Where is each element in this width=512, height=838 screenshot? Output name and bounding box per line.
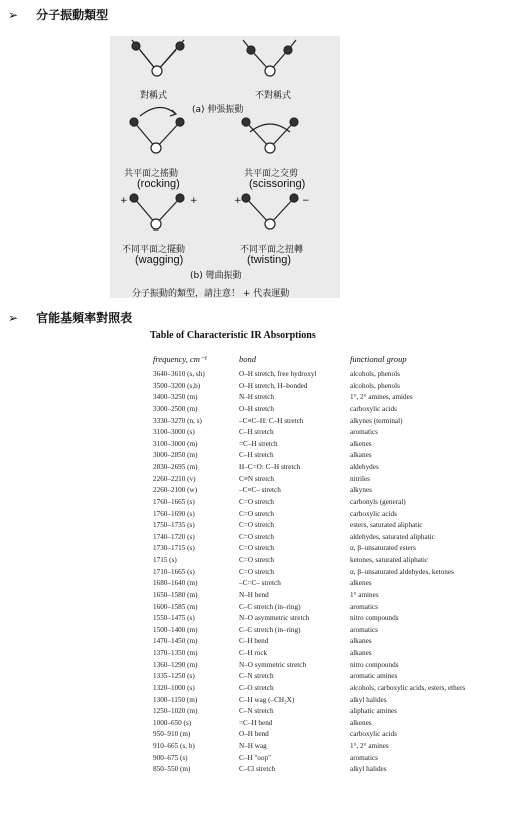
cell-functional-group: carbonyls (general): [350, 497, 406, 506]
cell-frequency: 2260–2100 (w): [153, 486, 198, 495]
cell-functional-group: alkenes: [350, 718, 372, 727]
cell-bond: C–H wag (–CH₂X): [239, 695, 295, 704]
ir-table-body: [150, 370, 500, 777]
cell-functional-group: alcohols, carboxylic acids, esters, ethers: [350, 683, 466, 692]
symmetric-stretch-molecule: [132, 40, 184, 76]
table-row: [150, 393, 500, 405]
cell-functional-group: alkynes: [350, 486, 372, 495]
cell-frequency: 1730–1715 (s): [153, 544, 195, 553]
cell-bond: O–H bend: [239, 730, 269, 739]
table-row: [150, 579, 500, 591]
cell-functional-group: alkyl halides: [350, 695, 387, 704]
cell-frequency: 3500–3200 (s,b): [153, 381, 201, 390]
cell-functional-group: nitro compounds: [350, 660, 399, 669]
cell-functional-group: 1° amines: [350, 590, 379, 599]
cell-bond: C–N stretch: [239, 672, 274, 681]
twisting-minus: −: [302, 196, 310, 206]
cell-functional-group: alkanes: [350, 451, 372, 460]
cell-frequency: 1320–1000 (s): [153, 683, 195, 692]
label-twisting-en: (twisting): [247, 254, 292, 266]
cell-frequency: 3000–2850 (m): [153, 451, 198, 460]
cell-functional-group: alkyl halides: [350, 765, 387, 774]
cell-bond: C–Cl stretch: [239, 765, 276, 774]
cell-frequency: 3300–2500 (m): [153, 404, 198, 413]
cell-functional-group: carboxylic acids: [350, 404, 397, 413]
label-twisting-zh: 不同平面之扭轉: [240, 245, 304, 255]
cell-functional-group: alcohols, phenols: [350, 370, 400, 378]
table-row: [150, 661, 500, 673]
table-row: [150, 475, 500, 487]
twisting-plus: +: [234, 196, 242, 206]
wagging-minus: −: [152, 226, 160, 236]
cell-frequency: 3100–3000 (s): [153, 428, 195, 437]
cell-bond: N–H stretch: [239, 393, 274, 402]
vibration-figure: [110, 36, 340, 298]
table-row: [150, 521, 500, 533]
cell-bond: –C≡C– stretch: [239, 486, 281, 495]
cell-bond: C=O stretch: [239, 509, 274, 518]
label-wagging-en: (wagging): [135, 254, 184, 266]
cell-bond: C–H rock: [239, 649, 268, 657]
cell-bond: C–H stretch: [239, 451, 274, 460]
cell-frequency: 1600–1585 (m): [153, 602, 198, 611]
cell-bond: =C–H bend: [239, 718, 273, 727]
table-row: [150, 428, 500, 440]
section-title: 分子振動類型: [36, 8, 109, 22]
label-rocking-zh: 共平面之搖動: [124, 169, 179, 179]
section-heading-functional-groups: [8, 309, 132, 326]
bullet-arrow-icon: ➢: [8, 7, 19, 22]
cell-functional-group: alkynes (terminal): [350, 416, 403, 425]
cell-functional-group: carboxylic acids: [350, 730, 397, 739]
cell-functional-group: nitriles: [350, 474, 370, 483]
cell-bond: C–H bend: [239, 637, 269, 646]
cell-frequency: 1360–1290 (m): [153, 660, 198, 669]
cell-functional-group: carboxylic acids: [350, 509, 397, 518]
table-row: [150, 533, 500, 545]
cell-bond: C–H "oop": [239, 753, 272, 762]
cell-frequency: 1650–1580 (m): [153, 590, 198, 599]
cell-bond: C=O stretch: [239, 556, 274, 564]
table-row: [150, 672, 500, 684]
table-row: [150, 510, 500, 522]
cell-bond: C=O stretch: [239, 532, 274, 541]
table-row: [150, 707, 500, 719]
bullet-arrow-icon: ➢: [8, 310, 19, 325]
table-row: [150, 614, 500, 626]
cell-functional-group: 1°, 2° amines, amides: [350, 393, 413, 402]
cell-frequency: 1710–1665 (s): [153, 567, 195, 576]
cell-functional-group: α, β–unsaturated aldehydes, ketones: [350, 567, 454, 576]
table-row: [150, 684, 500, 696]
cell-bond: –C=C– stretch: [239, 579, 281, 588]
cell-functional-group: ketones, saturated aliphatic: [350, 556, 429, 564]
label-wagging-zh: 不同平面之擺動: [122, 245, 186, 255]
cell-frequency: 1335–1250 (s): [153, 672, 195, 681]
cell-frequency: 2830–2695 (m): [153, 463, 198, 471]
label-scissoring-en: (scissoring): [249, 178, 306, 190]
cell-bond: N–O symmetric stretch: [239, 660, 307, 669]
cell-functional-group: alkenes: [350, 439, 372, 448]
cell-frequency: 1550–1475 (s): [153, 614, 195, 623]
cell-functional-group: alkanes: [350, 637, 372, 646]
table-row: [150, 556, 500, 568]
wagging-plus-left: +: [120, 196, 128, 206]
cell-functional-group: 1°, 2° amines: [350, 742, 389, 750]
cell-bond: O–H stretch, free hydroxyl: [239, 370, 317, 378]
cell-functional-group: aromatics: [350, 753, 378, 762]
table-row: [150, 754, 500, 766]
cell-frequency: 910–665 (s, b): [153, 742, 195, 750]
table-row: [150, 591, 500, 603]
cell-bond: N–H wag: [239, 742, 267, 750]
cell-bond: C≡N stretch: [239, 474, 274, 483]
cell-bond: C=O stretch: [239, 567, 274, 576]
cell-frequency: 2260–2210 (v): [153, 474, 196, 483]
table-title: Table of Characteristic IR Absorptions: [150, 330, 316, 341]
cell-bond: N–H bend: [239, 590, 269, 599]
label-rocking-en: (rocking): [137, 178, 180, 190]
table-row: [150, 626, 500, 638]
cell-frequency: 3400–3250 (m): [153, 393, 198, 402]
table-row: [150, 451, 500, 463]
table-row: [150, 370, 500, 382]
cell-frequency: 3330–3270 (n, s): [153, 416, 202, 425]
table-row: [150, 603, 500, 615]
cell-bond: C–C stretch (in–ring): [239, 602, 301, 611]
table-row: [150, 405, 500, 417]
cell-functional-group: alkenes: [350, 579, 372, 588]
cell-bond: C–O stretch: [239, 683, 274, 692]
cell-frequency: 850–550 (m): [153, 765, 191, 774]
cell-frequency: 900–675 (s): [153, 753, 188, 762]
table-row: [150, 730, 500, 742]
table-row: [150, 417, 500, 429]
cell-bond: C–C stretch (in–ring): [239, 625, 301, 634]
header-frequency: frequency, cm⁻¹: [153, 354, 207, 364]
cell-frequency: 1740–1720 (s): [153, 532, 195, 541]
cell-bond: C–N stretch: [239, 707, 274, 716]
cell-functional-group: aromatic amines: [350, 672, 398, 681]
table-row: [150, 568, 500, 580]
table-row: [150, 486, 500, 498]
cell-functional-group: aldehydes: [350, 463, 379, 471]
cell-functional-group: aldehydes, saturated aliphatic: [350, 532, 435, 541]
cell-frequency: 1760–1690 (s): [153, 509, 195, 518]
cell-frequency: 950–910 (m): [153, 730, 191, 739]
section-title: 官能基頻率對照表: [36, 311, 133, 325]
label-symmetric: 對稱式: [140, 91, 168, 101]
cell-frequency: 1470–1450 (m): [153, 637, 198, 646]
cell-frequency: 1500–1400 (m): [153, 625, 198, 634]
cell-bond: C=O stretch: [239, 521, 274, 530]
header-bond: bond: [239, 354, 256, 364]
rocking-molecule: [130, 107, 184, 153]
cell-functional-group: aliphatic amines: [350, 707, 397, 716]
cell-functional-group: aromatics: [350, 428, 378, 437]
asymmetric-stretch-molecule: [243, 40, 296, 76]
header-functional-group: functional group: [350, 354, 407, 364]
cell-frequency: 1250–1020 (m): [153, 707, 198, 716]
table-row: [150, 463, 500, 475]
wagging-molecule: [130, 194, 184, 229]
label-stretching: (a) 伸張振動: [192, 105, 244, 115]
cell-frequency: 1370–1350 (m): [153, 649, 198, 657]
table-row: [150, 696, 500, 708]
cell-bond: –C≡C–H: C–H stretch: [239, 416, 304, 425]
cell-functional-group: esters, saturated aliphatic: [350, 521, 423, 530]
table-row: [150, 649, 500, 661]
cell-bond: C=O stretch: [239, 544, 274, 553]
label-scissoring-zh: 共平面之交剪: [244, 169, 299, 179]
cell-bond: O–H stretch, H–bonded: [239, 381, 308, 390]
cell-frequency: 1750–1735 (s): [153, 521, 195, 530]
cell-frequency: 1680–1640 (m): [153, 579, 198, 588]
table-row: [150, 498, 500, 510]
cell-functional-group: α, β–unsaturated esters: [350, 544, 416, 553]
table-row: [150, 544, 500, 556]
table-row: [150, 382, 500, 394]
cell-frequency: 3640–3610 (s, sh): [153, 370, 205, 378]
cell-functional-group: aromatics: [350, 625, 378, 634]
cell-frequency: 3100–3000 (m): [153, 439, 198, 448]
cell-bond: O–H stretch: [239, 404, 274, 413]
scissoring-molecule: [242, 118, 298, 153]
cell-functional-group: aromatics: [350, 602, 378, 611]
table-row: [150, 637, 500, 649]
cell-functional-group: nitro compounds: [350, 614, 399, 623]
cell-bond: N–O asymmetric stretch: [239, 614, 310, 623]
table-row: [150, 765, 500, 777]
label-asymmetric: 不對稱式: [255, 91, 292, 101]
cell-bond: C–H stretch: [239, 428, 274, 437]
wagging-plus-right: +: [190, 196, 198, 206]
twisting-molecule: [242, 194, 298, 229]
figure-caption: 分子振動的類型，請注意！ + 代表運動: [132, 289, 290, 299]
cell-bond: =C–H stretch: [239, 439, 278, 448]
cell-frequency: 1715 (s): [153, 556, 177, 564]
cell-frequency: 1000–650 (s): [153, 718, 192, 727]
cell-frequency: 1760–1665 (s): [153, 497, 195, 506]
label-bending: (b) 彎曲振動: [190, 271, 242, 281]
section-heading-vibration-types: [8, 6, 108, 23]
cell-frequency: 1300–1150 (m): [153, 695, 198, 704]
table-row: [150, 719, 500, 731]
table-row: [150, 742, 500, 754]
cell-functional-group: alkanes: [350, 649, 372, 657]
cell-functional-group: alcohols, phenols: [350, 381, 400, 390]
cell-bond: H–C=O: C–H stretch: [239, 463, 301, 471]
cell-bond: C=O stretch: [239, 497, 274, 506]
table-row: [150, 440, 500, 452]
